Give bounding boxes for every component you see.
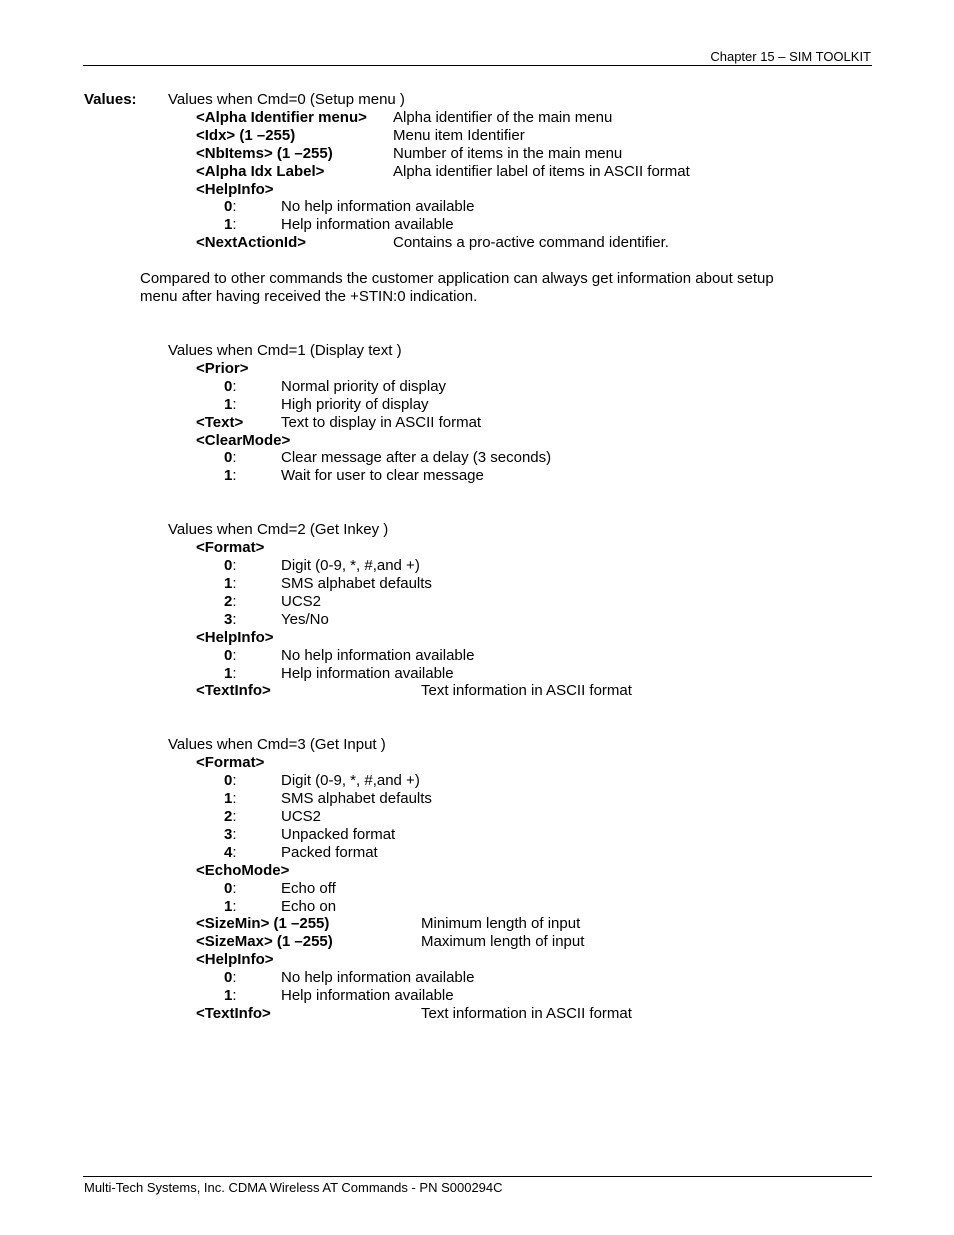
note-text: Compared to other commands the customer application can always get information about setup <box>140 270 774 287</box>
option-key: 0: <box>224 378 237 395</box>
option-desc: SMS alphabet defaults <box>281 790 432 807</box>
option-key: 1: <box>224 665 237 682</box>
cmd3-title: Values when Cmd=3 (Get Input ) <box>168 736 386 753</box>
option-key: 1: <box>224 396 237 413</box>
option-key: 1: <box>224 467 237 484</box>
option-key: 2: <box>224 808 237 825</box>
param-desc: Menu item Identifier <box>393 127 525 144</box>
option-key: 1: <box>224 987 237 1004</box>
option-desc: Packed format <box>281 844 378 861</box>
option-key: 0: <box>224 557 237 574</box>
option-desc: No help information available <box>281 198 475 215</box>
option-key: 0: <box>224 772 237 789</box>
param-name: <SizeMin> (1 –255) <box>196 915 330 932</box>
option-desc: No help information available <box>281 969 475 986</box>
param-name: <Idx> (1 –255) <box>196 127 296 144</box>
values-label: Values: <box>84 91 137 108</box>
option-key: 1: <box>224 790 237 807</box>
option-desc: Digit (0-9, *, #,and +) <box>281 772 420 789</box>
param-desc: Contains a pro-active command identifier. <box>393 234 669 251</box>
option-desc: Echo off <box>281 880 336 897</box>
cmd1-title: Values when Cmd=1 (Display text ) <box>168 342 402 359</box>
footer-text: Multi-Tech Systems, Inc. CDMA Wireless AT Commands - PN S000294C <box>84 1180 503 1195</box>
option-key: 0: <box>224 880 237 897</box>
param-desc: Text to display in ASCII format <box>281 414 482 431</box>
option-desc: Help information available <box>281 665 454 682</box>
param-name: <HelpInfo> <box>196 951 274 968</box>
option-desc: Normal priority of display <box>281 378 447 395</box>
option-key: 0: <box>224 647 237 664</box>
param-name: <HelpInfo> <box>196 181 274 198</box>
option-desc: Digit (0-9, *, #,and +) <box>281 557 420 574</box>
option-key: 1: <box>224 216 237 233</box>
param-desc: Number of items in the main menu <box>393 145 623 162</box>
param-name: <SizeMax> (1 –255) <box>196 933 333 950</box>
note-text: menu after having received the +STIN:0 indication. <box>140 288 478 305</box>
option-key: 0: <box>224 198 237 215</box>
cmd0-title: Values when Cmd=0 (Setup menu ) <box>168 91 405 108</box>
header-rule <box>83 65 872 66</box>
param-desc: Alpha identifier of the main menu <box>393 109 613 126</box>
param-name: <NbItems> (1 –255) <box>196 145 333 162</box>
param-name: <Prior> <box>196 360 249 377</box>
param-desc: Text information in ASCII format <box>421 1005 632 1022</box>
cmd2-title: Values when Cmd=2 (Get Inkey ) <box>168 521 389 538</box>
param-name: <Format> <box>196 539 265 556</box>
option-key: 1: <box>224 575 237 592</box>
option-key: 0: <box>224 969 237 986</box>
param-desc: Text information in ASCII format <box>421 682 632 699</box>
option-desc: No help information available <box>281 647 475 664</box>
option-key: 3: <box>224 611 237 628</box>
option-desc: Yes/No <box>281 611 329 628</box>
chapter-header: Chapter 15 – SIM TOOLKIT <box>710 49 871 64</box>
param-desc: Minimum length of input <box>421 915 581 932</box>
param-name: <TextInfo> <box>196 1005 271 1022</box>
option-key: 0: <box>224 449 237 466</box>
param-name: <EchoMode> <box>196 862 290 879</box>
option-desc: UCS2 <box>281 808 322 825</box>
param-name: <TextInfo> <box>196 682 271 699</box>
param-name: <NextActionId> <box>196 234 307 251</box>
param-name: <Text> <box>196 414 244 431</box>
param-name: <Alpha Idx Label> <box>196 163 325 180</box>
option-desc: Unpacked format <box>281 826 396 843</box>
param-desc: Maximum length of input <box>421 933 585 950</box>
param-name: <ClearMode> <box>196 432 291 449</box>
param-name: <HelpInfo> <box>196 629 274 646</box>
option-desc: SMS alphabet defaults <box>281 575 432 592</box>
option-key: 3: <box>224 826 237 843</box>
option-desc: Help information available <box>281 216 454 233</box>
option-desc: Help information available <box>281 987 454 1004</box>
param-name: <Alpha Identifier menu> <box>196 109 367 126</box>
option-key: 2: <box>224 593 237 610</box>
option-desc: High priority of display <box>281 396 429 413</box>
option-desc: Echo on <box>281 898 337 915</box>
param-desc: Alpha identifier label of items in ASCII format <box>393 163 690 180</box>
option-key: 4: <box>224 844 237 861</box>
option-key: 1: <box>224 898 237 915</box>
option-desc: UCS2 <box>281 593 322 610</box>
option-desc: Clear message after a delay (3 seconds) <box>281 449 552 466</box>
footer-rule <box>83 1176 872 1177</box>
param-name: <Format> <box>196 754 265 771</box>
option-desc: Wait for user to clear message <box>281 467 484 484</box>
